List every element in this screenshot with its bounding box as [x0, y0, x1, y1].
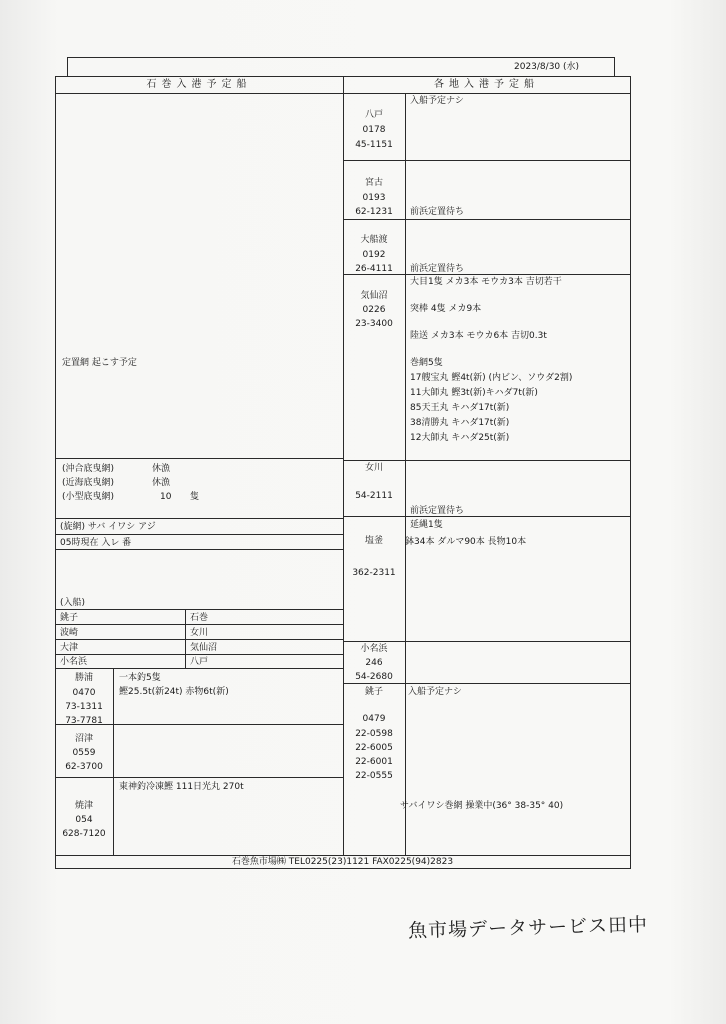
kesennuma-line: 12大師丸 キハダ25t(新): [410, 433, 510, 443]
ofunato-name: 大船渡: [360, 235, 388, 245]
shiogama-name: 塩釜: [364, 536, 383, 546]
shiogama-tel: 362-2311: [352, 568, 396, 578]
right-name-divider: [405, 93, 406, 855]
kogata-count: 10: [160, 492, 172, 502]
onahama-tel: 246: [365, 658, 383, 668]
row-sep: [55, 639, 343, 640]
onahama-name: 小名浜: [360, 644, 388, 654]
row-sep: [55, 549, 343, 550]
nyusen-divider: [185, 609, 186, 668]
row-sep: [55, 518, 343, 519]
hachinohe-line: 入船予定ナシ: [410, 96, 464, 106]
kesennuma-tel: 23-3400: [355, 319, 393, 329]
frame-right-top: [614, 57, 615, 77]
katsuura-name: 勝浦: [74, 673, 93, 683]
onagawa-tel: 54-2111: [355, 491, 393, 501]
nyusen-cell: 石巻: [190, 613, 209, 623]
onagawa-name: 女川: [364, 463, 383, 473]
katsuura-tel: 73-7781: [65, 716, 103, 726]
kesennuma-line: 85天王丸 キハダ17t(新): [410, 403, 510, 413]
kinkai-value: 休漁: [152, 478, 171, 488]
row-sep: [343, 460, 630, 461]
row-sep: [55, 609, 343, 610]
nyuko-status: 05時現在 入レ 番: [60, 538, 132, 548]
row-sep: [55, 668, 343, 669]
shiogama-line: 鉢34本 ダルマ90本 長物10本: [405, 537, 527, 547]
ofunato-line: 前浜定置待ち: [410, 264, 465, 274]
kesennuma-tel: 0226: [362, 305, 386, 315]
nyusen-cell: 小名浜: [60, 657, 88, 667]
choshi-name: 銚子: [364, 687, 383, 697]
nyusen-cell: 気仙沼: [190, 643, 218, 653]
row-sep: [55, 458, 343, 459]
shiogama-line: 延縄1隻: [410, 520, 443, 530]
okiai-value: 休漁: [152, 464, 171, 474]
numazu-tel: 0559: [72, 748, 96, 758]
choshi-tel: 0479: [362, 714, 386, 724]
okiai-label: (沖合底曳網): [62, 464, 115, 474]
frame-bottom: [55, 868, 630, 869]
onahama-tel: 54-2680: [355, 672, 393, 682]
teichi-note: 定置網 起こす予定: [62, 358, 137, 368]
yaizu-tel: 628-7120: [62, 829, 106, 839]
signature: 魚市場データサービス田中: [407, 913, 649, 943]
onagawa-line: 前浜定置待ち: [410, 506, 465, 516]
miyako-tel: 0193: [362, 193, 386, 203]
row-sep: [343, 641, 630, 642]
footer: 石巻魚市場㈱ TEL0225(23)1121 FAX0225(94)2823: [231, 857, 454, 867]
katsuura-tel: 0470: [72, 688, 96, 698]
numazu-tel: 62-3700: [65, 762, 103, 772]
miyako-name: 宮古: [364, 178, 383, 188]
nyusen-cell: 波崎: [60, 628, 79, 638]
kesennuma-line: 17艘宝丸 鰹4t(新) (内ビン、ソウダ2割): [410, 373, 573, 383]
nyusen-cell: 銚子: [60, 613, 79, 623]
port-name-divider: [113, 668, 114, 855]
kogata-label: (小型底曳網): [62, 492, 115, 502]
kesennuma-line: 陸送 メカ3本 モウカ6本 吉切0.3t: [410, 331, 547, 341]
hachinohe-tel: 45-1151: [355, 140, 393, 150]
row-sep: [343, 160, 630, 161]
ofunato-tel: 0192: [362, 250, 386, 260]
kesennuma-line: 11大師丸 鰹3t(新)キハダ7t(新): [410, 388, 538, 398]
yaizu-tel: 054: [75, 815, 93, 825]
ofunato-tel: 26-4111: [355, 264, 393, 274]
frame-top: [67, 57, 614, 58]
row-sep: [55, 654, 343, 655]
miyako-line: 前浜定置待ち: [410, 207, 465, 217]
miyako-tel: 62-1231: [355, 207, 393, 217]
hachinohe-tel: 0178: [362, 125, 386, 135]
kogata-unit: 隻: [190, 492, 200, 502]
kesennuma-name: 気仙沼: [360, 291, 388, 301]
yaizu-line: 東神釣冷凍鰹 111日光丸 270t: [119, 782, 244, 792]
row-sep: [343, 516, 630, 517]
choshi-tel: 22-6001: [355, 757, 393, 767]
frame-left-top: [67, 57, 68, 77]
numazu-name: 沼津: [74, 734, 93, 744]
choshi-line: 入船予定ナシ: [408, 687, 462, 697]
row-sep: [55, 624, 343, 625]
nyusen-label: (入船): [60, 598, 86, 608]
hachinohe-name: 八戸: [364, 110, 383, 120]
katsuura-line: 鰹25.5t(新24t) 赤物6t(新): [119, 687, 229, 697]
nyusen-cell: 大津: [60, 643, 79, 653]
choshi-line: サバイワシ巻網 操業中(36° 38-35° 40): [400, 801, 564, 811]
nyusen-cell: 八戸: [190, 657, 209, 667]
frame-right: [630, 76, 631, 869]
row-sep: [343, 219, 630, 220]
nyusen-cell: 女川: [190, 628, 209, 638]
row-sep: [55, 777, 343, 778]
katsuura-tel: 73-1311: [65, 702, 103, 712]
kesennuma-line: 大目1隻 メカ3本 モウカ3本 吉切若干: [410, 277, 562, 287]
left-header: 石巻入港予定船: [146, 79, 252, 90]
row-sep: [343, 683, 630, 684]
kesennuma-line: 38清勝丸 キハダ17t(新): [410, 418, 510, 428]
kinkai-label: (近海底曳網): [62, 478, 115, 488]
makiami: (旋網) サバ イワシ アジ: [60, 522, 156, 532]
choshi-tel: 22-0598: [355, 729, 393, 739]
katsuura-line: 一本釣5隻: [119, 673, 161, 683]
date: 2023/8/30 (水): [514, 62, 580, 72]
right-header: 各地入港予定船: [434, 79, 539, 90]
choshi-tel: 22-6005: [355, 743, 393, 753]
yaizu-name: 焼津: [74, 801, 93, 811]
row-sep: [55, 534, 343, 535]
kesennuma-line: 突棒 4隻 メカ9本: [410, 304, 482, 314]
choshi-tel: 22-0555: [355, 771, 393, 781]
kesennuma-line: 巻網5隻: [410, 358, 443, 368]
